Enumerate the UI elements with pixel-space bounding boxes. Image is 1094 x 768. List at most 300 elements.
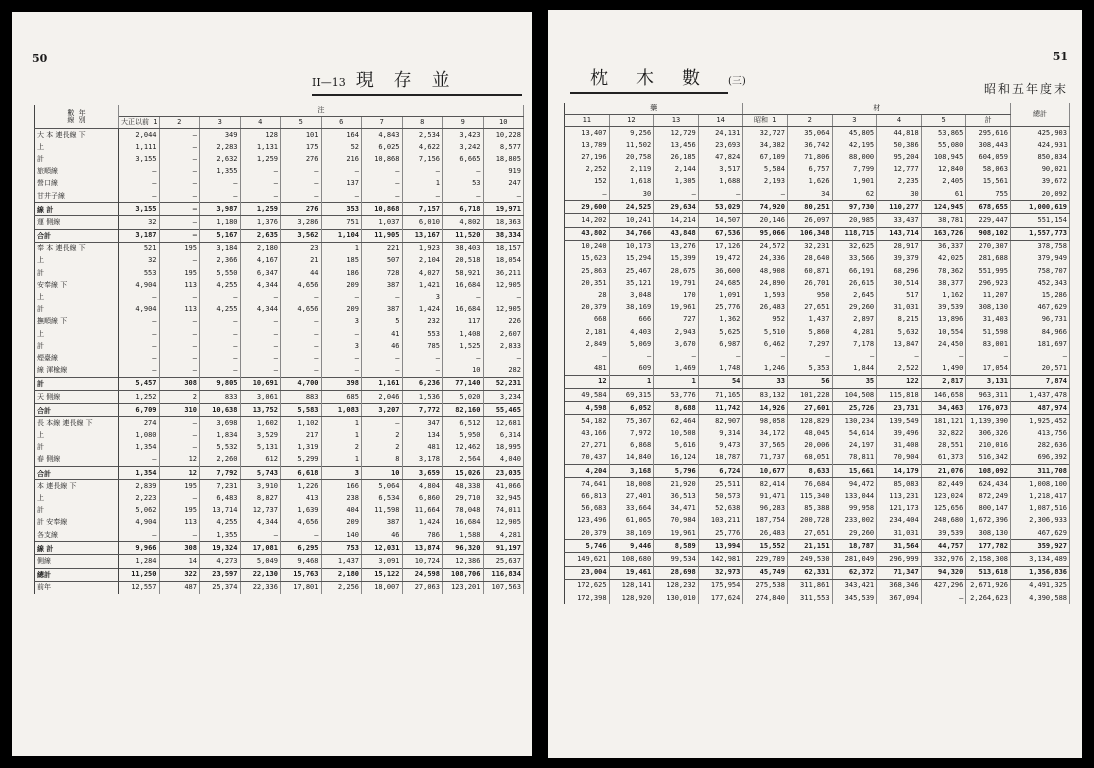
table-cell: 30: [609, 188, 654, 201]
table-cell: 34,766: [609, 227, 654, 240]
table-cell: 7,297: [787, 338, 832, 350]
table-cell: 62,372: [832, 566, 877, 579]
table-row: [565, 402, 1070, 415]
table-row: [565, 527, 1070, 540]
group-header: 注: [119, 105, 524, 117]
table-row: [565, 566, 1070, 579]
table-cell: 62,464: [654, 415, 699, 428]
table-cell: 23,035: [483, 467, 524, 480]
row-label: 計: [35, 267, 119, 279]
table-cell: 1,925,452: [1011, 415, 1070, 428]
table-cell: 54,182: [565, 415, 610, 428]
table-cell: —: [159, 529, 200, 542]
table-row: [35, 178, 524, 190]
row-label: 計: [35, 153, 119, 165]
table-cell: —: [483, 352, 524, 364]
table-cell: —: [119, 352, 160, 364]
table-cell: 12: [159, 467, 200, 480]
table-cell: 10,173: [609, 240, 654, 253]
table-cell: 50,386: [877, 139, 922, 151]
table-cell: 2,104: [402, 255, 443, 267]
table-cell: 5,743: [240, 467, 281, 480]
table-cell: 3,562: [281, 229, 322, 242]
table-cell: 1,593: [743, 289, 788, 301]
table-cell: 66,813: [565, 490, 610, 502]
table-cell: 322: [159, 568, 200, 581]
table-cell: 103,211: [698, 515, 743, 527]
table-cell: 166: [321, 480, 362, 493]
table-cell: 2,119: [609, 164, 654, 176]
table-cell: 3,131: [966, 375, 1011, 388]
column-header: 4: [877, 115, 922, 127]
row-label: 長 本線 連長線 下: [35, 417, 119, 430]
table-cell: 7,799: [832, 164, 877, 176]
table-cell: 128,141: [609, 579, 654, 592]
table-cell: 118,715: [832, 227, 877, 240]
table-cell: 14,202: [565, 214, 610, 227]
table-cell: 5,299: [281, 454, 322, 467]
table-cell: 353: [321, 203, 362, 216]
table-cell: 181,697: [1011, 338, 1070, 350]
table-cell: 99,958: [832, 503, 877, 515]
table-row: [35, 581, 524, 594]
table-row: [35, 404, 524, 417]
table-cell: 1,437: [787, 314, 832, 326]
table-cell: 170: [654, 289, 699, 301]
table-cell: 21,076: [921, 465, 966, 478]
table-cell: 2,897: [832, 314, 877, 326]
table-cell: 52,231: [483, 377, 524, 390]
table-cell: —: [240, 291, 281, 303]
table-cell: 97,730: [832, 201, 877, 214]
table-cell: —: [402, 166, 443, 178]
table-cell: 685: [321, 390, 362, 403]
table-cell: 800,147: [966, 503, 1011, 515]
table-cell: 8,589: [654, 540, 699, 553]
table-cell: —: [119, 166, 160, 178]
table-cell: 210,016: [966, 440, 1011, 452]
table-cell: 347: [402, 417, 443, 430]
table-cell: 18,995: [483, 442, 524, 454]
table-row: [35, 555, 524, 568]
table-cell: 6,462: [743, 338, 788, 350]
table-cell: 1,355: [200, 166, 241, 178]
table-cell: 200,728: [787, 515, 832, 527]
row-label: 撫順線 下: [35, 316, 119, 328]
table-cell: —: [698, 350, 743, 362]
table-row: [35, 390, 524, 403]
column-header: 9: [443, 117, 484, 129]
table-cell: 17,126: [698, 240, 743, 253]
table-cell: 1,557,773: [1011, 227, 1070, 240]
table-cell: 25,863: [565, 265, 610, 277]
table-cell: 33,437: [877, 214, 922, 227]
page-title-left: [312, 66, 470, 92]
table-cell: 551,154: [1011, 214, 1070, 227]
table-cell: —: [483, 291, 524, 303]
table-cell: —: [321, 328, 362, 340]
table-cell: 38,169: [609, 302, 654, 314]
table-row: [35, 442, 524, 454]
table-cell: 34,382: [743, 139, 788, 151]
table-cell: 249,530: [787, 553, 832, 566]
table-cell: 70,904: [877, 452, 922, 465]
table-cell: 950: [787, 289, 832, 301]
table-cell: 12,462: [443, 442, 484, 454]
table-cell: 9,314: [698, 428, 743, 440]
table-cell: 308,130: [966, 527, 1011, 540]
table-cell: 39,379: [877, 253, 922, 265]
table-cell: 48,908: [743, 265, 788, 277]
table-cell: 786: [402, 529, 443, 542]
table-cell: 3,184: [200, 242, 241, 255]
table-cell: 1: [321, 242, 362, 255]
table-cell: —: [159, 328, 200, 340]
table-cell: 46: [362, 529, 403, 542]
table-cell: 27,651: [787, 302, 832, 314]
row-label: 春 側線: [35, 454, 119, 467]
table-row: [565, 388, 1070, 401]
table-cell: 2,366: [200, 255, 241, 267]
table-cell: 3,529: [240, 430, 281, 442]
table-cell: 6,025: [362, 141, 403, 153]
table-cell: 5,616: [654, 440, 699, 452]
table-cell: 368,346: [877, 579, 922, 592]
table-cell: 7,972: [609, 428, 654, 440]
table-cell: 521: [119, 242, 160, 255]
table-cell: 413: [281, 492, 322, 504]
table-cell: 13,714: [200, 505, 241, 517]
table-cell: 28: [565, 289, 610, 301]
table-cell: 15,763: [281, 568, 322, 581]
table-cell: 195: [159, 242, 200, 255]
table-cell: —: [119, 316, 160, 328]
table-cell: —: [483, 190, 524, 203]
table-cell: —: [159, 255, 200, 267]
table-cell: 2,283: [200, 141, 241, 153]
table-cell: —: [240, 328, 281, 340]
table-cell: 101: [281, 129, 322, 142]
table-cell: 232: [402, 316, 443, 328]
table-cell: 27,401: [609, 490, 654, 502]
table-cell: 24,450: [921, 338, 966, 350]
table-cell: 84,966: [1011, 326, 1070, 338]
table-cell: 6,534: [362, 492, 403, 504]
table-cell: 6,757: [787, 164, 832, 176]
title-subtitle: (三): [728, 76, 746, 87]
table-cell: 1,536: [402, 390, 443, 403]
table-cell: 467,629: [1011, 302, 1070, 314]
table-cell: 18,787: [832, 540, 877, 553]
table-cell: 1: [321, 454, 362, 467]
row-label: 計: [35, 340, 119, 352]
table-cell: 12: [159, 454, 200, 467]
table-cell: —: [877, 350, 922, 362]
table-cell: 359,927: [1011, 540, 1070, 553]
table-cell: 4,204: [565, 465, 610, 478]
table-cell: 2,849: [565, 338, 610, 350]
table-cell: 31,031: [877, 302, 922, 314]
table-cell: 10,868: [362, 153, 403, 165]
table-row: [565, 127, 1070, 140]
table-cell: 49,584: [565, 388, 610, 401]
table-cell: 48,045: [787, 428, 832, 440]
table-cell: 1,424: [402, 304, 443, 316]
table-cell: 6,860: [402, 492, 443, 504]
table-cell: 30,514: [877, 277, 922, 289]
table-cell: 36,600: [698, 265, 743, 277]
table-cell: 4,344: [240, 279, 281, 291]
table-row: [35, 255, 524, 267]
table-cell: 10,691: [240, 377, 281, 390]
table-cell: 11,742: [698, 402, 743, 415]
table-cell: 604,059: [966, 151, 1011, 163]
table-cell: 71,806: [787, 151, 832, 163]
table-cell: 175: [281, 141, 322, 153]
table-cell: 19,472: [698, 253, 743, 265]
table-cell: 248,680: [921, 515, 966, 527]
table-cell: 6,868: [609, 440, 654, 452]
table-cell: 5,167: [200, 229, 241, 242]
row-label: 運 側線: [35, 216, 119, 229]
table-cell: 128,829: [787, 415, 832, 428]
table-cell: 678,655: [966, 201, 1011, 214]
table-cell: 130,010: [654, 592, 699, 604]
table-cell: 425,903: [1011, 127, 1070, 140]
table-cell: 5,510: [743, 326, 788, 338]
table-cell: 10,724: [402, 555, 443, 568]
table-cell: 39,672: [1011, 176, 1070, 188]
table-cell: 753: [321, 542, 362, 555]
column-header: 大正以前 1: [119, 117, 160, 129]
title-text: 現存並: [355, 70, 470, 91]
table-cell: 2,256: [321, 581, 362, 594]
table-cell: 36,513: [654, 490, 699, 502]
table-cell: 143,714: [877, 227, 922, 240]
table-cell: 2,264,623: [966, 592, 1011, 604]
table-cell: —: [362, 178, 403, 190]
table-cell: 1,844: [832, 363, 877, 376]
table-cell: 185: [321, 255, 362, 267]
table-cell: 3,207: [362, 404, 403, 417]
table-cell: 2,405: [921, 176, 966, 188]
table-cell: 101,228: [787, 388, 832, 401]
table-cell: 367,094: [877, 592, 922, 604]
table-cell: 195: [159, 267, 200, 279]
table-cell: 56: [787, 375, 832, 388]
table-cell: 1,305: [654, 176, 699, 188]
table-row: [565, 240, 1070, 253]
table-cell: 39,539: [921, 302, 966, 314]
table-cell: 1,091: [698, 289, 743, 301]
table-row: [35, 304, 524, 316]
table-cell: 2,223: [119, 492, 160, 504]
table-cell: 34: [787, 188, 832, 201]
table-cell: —: [1011, 350, 1070, 362]
table-cell: 19,791: [654, 277, 699, 289]
table-cell: 2,522: [877, 363, 922, 376]
column-header: 3: [832, 115, 877, 127]
table-cell: 2,607: [483, 328, 524, 340]
table-cell: —: [119, 454, 160, 467]
table-cell: 308,130: [966, 302, 1011, 314]
left-page: [12, 12, 532, 756]
table-cell: 34,463: [921, 402, 966, 415]
table-cell: 3,187: [119, 229, 160, 242]
table-cell: —: [402, 352, 443, 364]
table-cell: 274: [119, 417, 160, 430]
table-cell: 71,347: [877, 566, 922, 579]
table-cell: 146,658: [921, 388, 966, 401]
table-cell: 19,961: [654, 527, 699, 540]
table-cell: 727: [654, 314, 699, 326]
table-left: [34, 105, 524, 594]
table-cell: 66,191: [832, 265, 877, 277]
table-cell: 5,550: [200, 267, 241, 279]
table-cell: 1,626: [787, 176, 832, 188]
table-row: [35, 365, 524, 378]
table-cell: 83,132: [743, 388, 788, 401]
table-cell: 175,954: [698, 579, 743, 592]
table-cell: 13,789: [565, 139, 610, 151]
table-row: [565, 326, 1070, 338]
table-cell: 32: [119, 216, 160, 229]
table-cell: 452,343: [1011, 277, 1070, 289]
right-page: [548, 10, 1082, 758]
table-cell: 14,179: [877, 465, 922, 478]
table-cell: 666: [609, 314, 654, 326]
table-cell: 4,255: [200, 304, 241, 316]
table-cell: 29,260: [832, 527, 877, 540]
row-label: 上: [35, 430, 119, 442]
table-cell: —: [200, 328, 241, 340]
table-cell: 5,746: [565, 540, 610, 553]
table-cell: —: [240, 529, 281, 542]
table-cell: 234,404: [877, 515, 922, 527]
table-cell: 177,782: [966, 540, 1011, 553]
table-cell: 4,167: [240, 255, 281, 267]
table-cell: —: [321, 291, 362, 303]
table-cell: 38,377: [921, 277, 966, 289]
table-row: [565, 139, 1070, 151]
column-header: 昭和 1: [743, 115, 788, 127]
table-cell: 308: [159, 542, 200, 555]
table-cell: 15,661: [832, 465, 877, 478]
table-cell: —: [362, 291, 403, 303]
table-cell: 9,468: [281, 555, 322, 568]
column-header: 3: [200, 117, 241, 129]
table-cell: —: [200, 352, 241, 364]
table-cell: 54,614: [832, 428, 877, 440]
table-cell: 10,677: [743, 465, 788, 478]
table-cell: 6,512: [443, 417, 484, 430]
table-cell: 2,564: [443, 454, 484, 467]
table-cell: 276: [281, 203, 322, 216]
table-cell: 4,656: [281, 304, 322, 316]
table-cell: 1,246: [743, 363, 788, 376]
table-cell: 128: [240, 129, 281, 142]
column-header: 4: [240, 117, 281, 129]
table-cell: 142,981: [698, 553, 743, 566]
column-header: 6: [321, 117, 362, 129]
table-cell: 1,834: [200, 430, 241, 442]
table-cell: 32,625: [832, 240, 877, 253]
table-cell: 75,367: [609, 415, 654, 428]
table-cell: 140: [321, 529, 362, 542]
table-row: [565, 428, 1070, 440]
table-cell: 12,840: [921, 164, 966, 176]
table-cell: —: [921, 350, 966, 362]
table-cell: 963,311: [966, 388, 1011, 401]
table-cell: 5,064: [362, 480, 403, 493]
table-cell: 53,776: [654, 388, 699, 401]
table-cell: 2,044: [119, 129, 160, 142]
table-cell: 13,167: [402, 229, 443, 242]
table-cell: 2,635: [240, 229, 281, 242]
table-cell: 71,165: [698, 388, 743, 401]
table-cell: 8,688: [654, 402, 699, 415]
section-number: II—13: [312, 76, 346, 89]
table-cell: 24,685: [698, 277, 743, 289]
table-cell: 20,146: [743, 214, 788, 227]
table-cell: —: [281, 352, 322, 364]
column-header: 14: [698, 115, 743, 127]
table-cell: 152: [565, 176, 610, 188]
table-cell: 58,063: [966, 164, 1011, 176]
table-cell: 2,534: [402, 129, 443, 142]
table-cell: 1,259: [240, 203, 281, 216]
table-cell: 281,049: [832, 553, 877, 566]
table-cell: —: [159, 153, 200, 165]
table-cell: —: [159, 365, 200, 378]
table-row: [565, 465, 1070, 478]
table-cell: 108,092: [966, 465, 1011, 478]
table-cell: 1,161: [362, 377, 403, 390]
table-cell: 1,639: [281, 505, 322, 517]
table-row: [565, 164, 1070, 176]
table-cell: —: [654, 188, 699, 201]
table-cell: —: [240, 365, 281, 378]
table-cell: 42,025: [921, 253, 966, 265]
table-cell: 4,656: [281, 279, 322, 291]
table-row: [565, 490, 1070, 502]
table-cell: 3,670: [654, 338, 699, 350]
table-cell: 4,403: [609, 326, 654, 338]
table-cell: 16,124: [654, 452, 699, 465]
table-cell: 68,296: [877, 265, 922, 277]
table-cell: 295,616: [966, 127, 1011, 140]
table-row: [35, 190, 524, 203]
table-cell: 53,029: [698, 201, 743, 214]
era-label: 昭和五年度末: [983, 82, 1068, 96]
table-cell: 104,508: [832, 388, 877, 401]
table-cell: 14,840: [609, 452, 654, 465]
table-cell: 26,097: [787, 214, 832, 227]
table-cell: 755: [966, 188, 1011, 201]
table-cell: 25,511: [698, 478, 743, 491]
table-cell: 26,701: [787, 277, 832, 289]
total-header: 總計: [1011, 103, 1070, 127]
table-cell: 18,805: [483, 153, 524, 165]
table-cell: 32,945: [483, 492, 524, 504]
table-cell: 850,834: [1011, 151, 1070, 163]
table-cell: 12,386: [443, 555, 484, 568]
table-cell: 117: [443, 316, 484, 328]
row-label: 線 渾楡線: [35, 365, 119, 378]
table-cell: 5,632: [877, 326, 922, 338]
table-row: [565, 289, 1070, 301]
table-cell: —: [119, 291, 160, 303]
